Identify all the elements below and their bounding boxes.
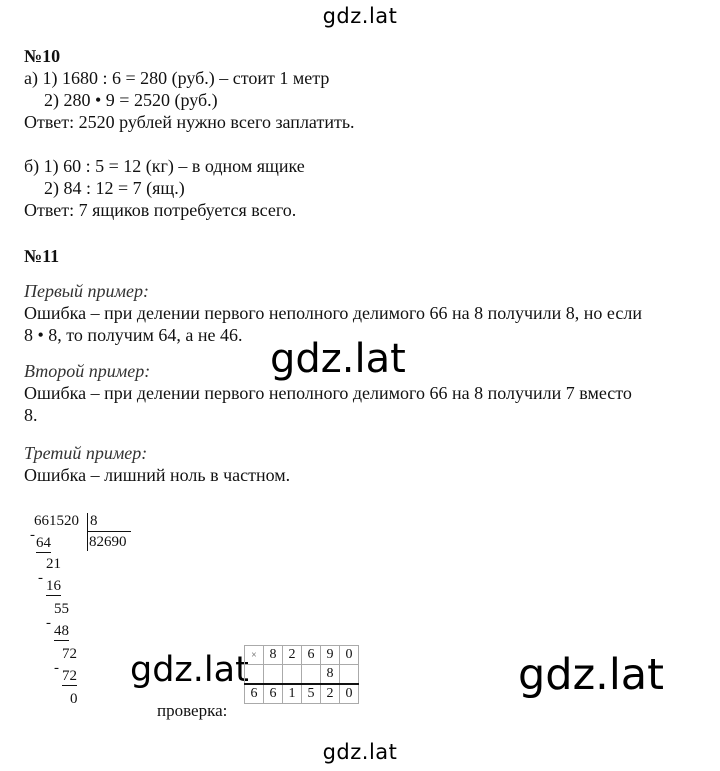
task10-b-answer: Ответ: 7 ящиков потребуется всего. [24,200,297,220]
division-step: 48 [54,623,69,639]
task10-a-line1: а) 1) 1680 : 6 = 280 (руб.) – стоит 1 метр [24,68,330,88]
grid-cell [283,665,302,685]
task11-example1-line1: Ошибка – при делении первого неполного делимого 66 на 8 получили 8, но если [24,303,642,323]
task10-b-line2: 2) 84 : 12 = 7 (ящ.) [44,178,185,198]
multiply-sign: × [245,646,264,665]
grid-cell [264,665,283,685]
task11-example1-line2: 8 • 8, то получим 64, а не 46. [24,325,243,345]
grid-digit: 9 [321,646,340,665]
task11-example1-label: Первый пример: [24,281,149,301]
grid-digit: 6 [264,684,283,704]
watermark-bottom: gdz.lat [322,740,398,764]
multiplication-check-grid [244,645,359,704]
watermark-right: gdz.lat [518,650,664,700]
task11-example3-label: Третий пример: [24,443,148,463]
grid-digit: 2 [321,684,340,704]
division-step: 72 [62,646,77,662]
check-label: проверка: [157,701,228,720]
grid-digit: 0 [340,684,359,704]
division-quotient: 82690 [89,534,127,550]
division-step: 72 [62,668,77,684]
grid-digit: 2 [283,646,302,665]
division-vertical-bar [87,513,88,551]
division-step: 55 [54,601,69,617]
division-step: 64 [36,535,51,551]
task10-a-line2: 2) 280 • 9 = 2520 (руб.) [44,90,218,110]
grid-cell [245,665,264,685]
watermark-left: gdz.lat [130,650,249,690]
task11-example3-line1: Ошибка – лишний ноль в частном. [24,465,291,485]
minus-sign: - [30,527,35,543]
grid-cell [302,665,321,685]
minus-sign: - [46,615,51,631]
grid-digit: 1 [283,684,302,704]
grid-digit: 0 [340,646,359,665]
grid-digit: 6 [302,646,321,665]
task10-a-answer: Ответ: 2520 рублей нужно всего заплатить. [24,112,355,132]
minus-sign: - [54,660,59,676]
division-dividend: 661520 [34,513,79,529]
task11-example2-line1: Ошибка – при делении первого неполного делимого 66 на 8 получили 7 вместо [24,383,632,403]
minus-sign: - [38,570,43,586]
task11-example2-label: Второй пример: [24,361,151,381]
task11-example2-line2: 8. [24,405,38,425]
division-step: 21 [46,556,61,572]
task10-b-line1: б) 1) 60 : 5 = 12 (кг) – в одном ящике [24,156,305,176]
division-divisor-line [87,531,131,532]
grid-cell [340,665,359,685]
grid-digit: 6 [245,684,264,704]
division-remainder: 0 [70,691,78,707]
watermark-middle: gdz.lat [270,336,406,382]
division-divisor: 8 [90,513,98,529]
watermark-top: gdz.lat [322,4,398,28]
grid-digit: 8 [264,646,283,665]
task10-title: №10 [24,46,61,66]
task11-title: №11 [24,246,60,266]
division-step: 16 [46,578,61,594]
grid-digit: 5 [302,684,321,704]
grid-digit: 8 [321,665,340,685]
